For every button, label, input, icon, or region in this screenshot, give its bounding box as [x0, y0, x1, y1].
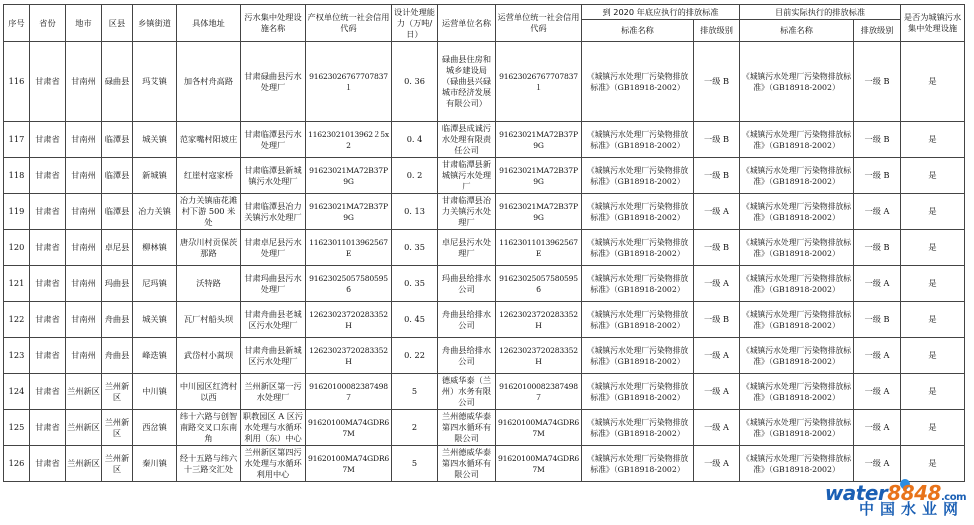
header-town: 乡镇街道 [133, 5, 177, 42]
header-owner-code: 产权单位统一社会信用代码 [306, 5, 392, 42]
cell-facility-name: 职教园区 A 区污水处理与水循环利用（东）中心 [241, 410, 306, 446]
cell-seq: 117 [4, 122, 30, 158]
cell-facility-name: 兰州新区第一污水处理厂 [241, 374, 306, 410]
cell-2020-standard-name: 《城镇污水处理厂污染物排放标准》（GB18918-2002） [582, 42, 694, 122]
header-current-standard-group: 目前实际执行的排放标准 [740, 5, 901, 20]
cell-address: 瓦厂村船头坝 [177, 302, 241, 338]
cell-facility-name: 甘肃玛曲县污水处理厂 [241, 266, 306, 302]
cell-current-level: 一级 B [854, 42, 901, 122]
cell-operator-name: 兰州德威华泰第四水循环有限公司 [438, 410, 496, 446]
cell-is-urban-facility: 是 [901, 374, 965, 410]
cell-current-standard-name: 《城镇污水处理厂污染物排放标准》（GB18918-2002） [740, 42, 854, 122]
cell-address: 武岱村小蒿坝 [177, 338, 241, 374]
cell-current-standard-name: 《城镇污水处理厂污染物排放标准》（GB18918-2002） [740, 194, 854, 230]
watermark-suffix: .com [940, 492, 966, 503]
cell-operator-name: 卓尼县污水处理厂 [438, 230, 496, 266]
cell-owner-credit-code: 11623011013962567E [306, 230, 392, 266]
cell-2020-standard-name: 《城镇污水处理厂污染物排放标准》（GB18918-2002） [582, 122, 694, 158]
cell-2020-standard-name: 《城镇污水处理厂污染物排放标准》（GB18918-2002） [582, 230, 694, 266]
cell-facility-name: 甘肃舟曲县老城区污水处理厂 [241, 302, 306, 338]
cell-county: 舟曲县 [102, 302, 133, 338]
cell-capacity: 0. 36 [392, 42, 438, 122]
cell-province: 甘肃省 [30, 266, 66, 302]
header-current-standard-name: 标准名称 [740, 20, 854, 42]
cell-province: 甘肃省 [30, 374, 66, 410]
cell-operator-credit-code: 91623026767707837１ [496, 42, 582, 122]
cell-operator-credit-code: 91623021MA72B37P9G [496, 194, 582, 230]
cell-operator-name: 舟曲县给排水公司 [438, 302, 496, 338]
watermark-number: 8848 [887, 481, 941, 505]
cell-2020-level: 一级 A [694, 410, 740, 446]
cell-capacity: 0. 45 [392, 302, 438, 338]
watermark-word: water [824, 481, 888, 505]
cell-city: 甘南州 [66, 338, 102, 374]
cell-city: 兰州新区 [66, 374, 102, 410]
cell-facility-name: 甘肃卓尼县污水处理厂 [241, 230, 306, 266]
table-row [4, 374, 965, 410]
wastewater-facility-table [3, 4, 965, 482]
cell-2020-standard-name: 《城镇污水处理厂污染物排放标准》（GB18918-2002） [582, 374, 694, 410]
header-2020-standard-name: 标准名称 [582, 20, 694, 42]
water8848-watermark-logo [824, 481, 966, 519]
discharge-standards-table-sheet [3, 4, 965, 482]
cell-current-standard-name: 《城镇污水处理厂污染物排放标准》（GB18918-2002） [740, 266, 854, 302]
cell-town: 城关镇 [133, 122, 177, 158]
header-city: 地市 [66, 5, 102, 42]
cell-is-urban-facility: 是 [901, 410, 965, 446]
cell-city: 甘南州 [66, 158, 102, 194]
cell-town: 新城镇 [133, 158, 177, 194]
table-body [4, 42, 965, 482]
cell-owner-credit-code: 91620100MA74GDR67M [306, 446, 392, 482]
cell-current-level: 一级 A [854, 194, 901, 230]
cell-city: 兰州新区 [66, 446, 102, 482]
header-capacity: 设计处理能力（万吨/日） [392, 5, 438, 42]
cell-town: 峰迭镇 [133, 338, 177, 374]
cell-seq: 119 [4, 194, 30, 230]
table-row [4, 122, 965, 158]
cell-operator-credit-code: 91620100082387498７ [496, 374, 582, 410]
cell-current-level: 一级 A [854, 374, 901, 410]
cell-capacity: 0. 35 [392, 230, 438, 266]
cell-county: 兰州新区 [102, 374, 133, 410]
header-operator: 运营单位名称 [438, 5, 496, 42]
cell-province: 甘肃省 [30, 410, 66, 446]
cell-province: 甘肃省 [30, 158, 66, 194]
cell-current-level: 一级 B [854, 230, 901, 266]
cell-current-standard-name: 《城镇污水处理厂污染物排放标准》（GB18918-2002） [740, 302, 854, 338]
cell-address: 中川园区红湾村以西 [177, 374, 241, 410]
cell-is-urban-facility: 是 [901, 302, 965, 338]
cell-2020-level: 一级 B [694, 302, 740, 338]
cell-seq: 120 [4, 230, 30, 266]
cell-facility-name: 甘肃临潭县冶力关镇污水处理厂 [241, 194, 306, 230]
cell-capacity: 0. 13 [392, 194, 438, 230]
cell-current-standard-name: 《城镇污水处理厂污染物排放标准》（GB18918-2002） [740, 374, 854, 410]
cell-owner-credit-code: 91623026767707837１ [306, 42, 392, 122]
cell-operator-credit-code: 91623021MA72B37P9G [496, 158, 582, 194]
cell-owner-credit-code: 91623021MA72B37P9G [306, 158, 392, 194]
cell-city: 兰州新区 [66, 410, 102, 446]
cell-facility-name: 甘肃临潭县污水处理厂 [241, 122, 306, 158]
cell-county: 兰州新区 [102, 410, 133, 446]
cell-address: 沃特路 [177, 266, 241, 302]
cell-operator-name: 舟曲县给排水公司 [438, 338, 496, 374]
header-seq: 序号 [4, 5, 30, 42]
cell-county: 临潭县 [102, 194, 133, 230]
cell-owner-credit-code: 91623025057580595б [306, 266, 392, 302]
watermark-chinese-name: 中国水业网 [858, 500, 964, 518]
cell-2020-level: 一级 B [694, 230, 740, 266]
cell-province: 甘肃省 [30, 122, 66, 158]
cell-address: 纬十六路与创智南路交叉口东南角 [177, 410, 241, 446]
cell-operator-name: 甘肃临潭县新城镇污水处理厂 [438, 158, 496, 194]
cell-county: 玛曲县 [102, 266, 133, 302]
cell-is-urban-facility: 是 [901, 194, 965, 230]
cell-operator-credit-code: 91620100MA74GDR67M [496, 410, 582, 446]
table-row [4, 446, 965, 482]
cell-facility-name: 甘肃临潭县新城镇污水处理厂 [241, 158, 306, 194]
cell-current-level: 一级 B [854, 122, 901, 158]
cell-current-standard-name: 《城镇污水处理厂污染物排放标准》（GB18918-2002） [740, 446, 854, 482]
cell-2020-level: 一级 A [694, 374, 740, 410]
table-row [4, 158, 965, 194]
cell-current-level: 一级 A [854, 338, 901, 374]
cell-capacity: 2 [392, 410, 438, 446]
cell-address: 冶力关镇庙花滩村下游 500 米处 [177, 194, 241, 230]
cell-seq: 118 [4, 158, 30, 194]
cell-seq: 124 [4, 374, 30, 410]
header-county: 区县 [102, 5, 133, 42]
cell-town: 玛艾镇 [133, 42, 177, 122]
cell-operator-name: 兰州德威华泰第四水循环有限公司 [438, 446, 496, 482]
cell-capacity: 5 [392, 446, 438, 482]
cell-seq: 116 [4, 42, 30, 122]
cell-current-level: 一级 A [854, 266, 901, 302]
cell-operator-credit-code: 91623025057580595б [496, 266, 582, 302]
cell-address: 唐尕川村贡保茨那路 [177, 230, 241, 266]
header-facility: 污水集中处理设施名称 [241, 5, 306, 42]
cell-town: 秦川镇 [133, 446, 177, 482]
table-row [4, 266, 965, 302]
cell-capacity: 0. 2 [392, 158, 438, 194]
cell-capacity: 0. 4 [392, 122, 438, 158]
cell-seq: 123 [4, 338, 30, 374]
header-province: 省份 [30, 5, 66, 42]
cell-town: 柳林镇 [133, 230, 177, 266]
cell-town: 城关镇 [133, 302, 177, 338]
cell-2020-standard-name: 《城镇污水处理厂污染物排放标准》（GB18918-2002） [582, 410, 694, 446]
cell-current-level: 一级 B [854, 302, 901, 338]
cell-operator-credit-code: 91623021MA72B37P9G [496, 122, 582, 158]
cell-operator-credit-code: 11623011013962567E [496, 230, 582, 266]
header-address: 具体地址 [177, 5, 241, 42]
cell-facility-name: 甘肃碌曲县污水处理厂 [241, 42, 306, 122]
cell-county: 舟曲县 [102, 338, 133, 374]
cell-is-urban-facility: 是 [901, 266, 965, 302]
cell-current-standard-name: 《城镇污水处理厂污染物排放标准》（GB18918-2002） [740, 230, 854, 266]
cell-2020-level: 一级 A [694, 338, 740, 374]
cell-operator-name: 德威华泰（兰州）水务有限公司 [438, 374, 496, 410]
table-row [4, 338, 965, 374]
cell-city: 甘南州 [66, 302, 102, 338]
cell-town: 冶力关镇 [133, 194, 177, 230]
header-2020-standard-group: 到 2020 年底应执行的排放标准 [582, 5, 740, 20]
cell-county: 卓尼县 [102, 230, 133, 266]
cell-2020-level: 一级 B [694, 122, 740, 158]
cell-is-urban-facility: 是 [901, 230, 965, 266]
cell-county: 临潭县 [102, 122, 133, 158]
cell-operator-credit-code: 12623023720283352H [496, 302, 582, 338]
cell-2020-level: 一级 A [694, 446, 740, 482]
cell-2020-standard-name: 《城镇污水处理厂污染物排放标准》（GB18918-2002） [582, 158, 694, 194]
cell-seq: 122 [4, 302, 30, 338]
cell-operator-name: 甘肃临潭县冶力关镇污水处理厂 [438, 194, 496, 230]
cell-facility-name: 兰州新区第四污水处理与水循环利用中心 [241, 446, 306, 482]
cell-owner-credit-code: 91623021MA72B37P9G [306, 194, 392, 230]
cell-address: 经十五路与纬六十三路交汇处 [177, 446, 241, 482]
cell-province: 甘肃省 [30, 302, 66, 338]
cell-town: 西岔镇 [133, 410, 177, 446]
cell-is-urban-facility: 是 [901, 338, 965, 374]
cell-operator-credit-code: 91620100MA74GDR67M [496, 446, 582, 482]
cell-is-urban-facility: 是 [901, 122, 965, 158]
cell-province: 甘肃省 [30, 194, 66, 230]
cell-capacity: 0. 35 [392, 266, 438, 302]
cell-owner-credit-code: 91620100082387498７ [306, 374, 392, 410]
cell-facility-name: 甘肃舟曲县新城区污水处理厂 [241, 338, 306, 374]
cell-2020-standard-name: 《城镇污水处理厂污染物排放标准》（GB18918-2002） [582, 302, 694, 338]
cell-is-urban-facility: 是 [901, 158, 965, 194]
cell-province: 甘肃省 [30, 230, 66, 266]
cell-2020-level: 一级 B [694, 158, 740, 194]
cell-capacity: 0. 22 [392, 338, 438, 374]
header-is-urban-facility: 是否为城镇污水集中处理设施 [901, 5, 965, 42]
cell-county: 临潭县 [102, 158, 133, 194]
cell-current-standard-name: 《城镇污水处理厂污染物排放标准》（GB18918-2002） [740, 410, 854, 446]
cell-current-standard-name: 《城镇污水处理厂污染物排放标准》（GB18918-2002） [740, 338, 854, 374]
cell-province: 甘肃省 [30, 42, 66, 122]
cell-seq: 121 [4, 266, 30, 302]
cell-owner-credit-code: 11623021013962２5x2 [306, 122, 392, 158]
cell-town: 尼玛镇 [133, 266, 177, 302]
cell-2020-standard-name: 《城镇污水处理厂污染物排放标准》（GB18918-2002） [582, 266, 694, 302]
cell-city: 甘南州 [66, 42, 102, 122]
cell-operator-name: 碌曲县住房和城乡建设局（碌曲县兴碌城市经济发展有限公司） [438, 42, 496, 122]
cell-province: 甘肃省 [30, 338, 66, 374]
table-row [4, 42, 965, 122]
cell-seq: 125 [4, 410, 30, 446]
table-row [4, 230, 965, 266]
table-header [4, 5, 965, 42]
cell-capacity: 5 [392, 374, 438, 410]
cell-2020-standard-name: 《城镇污水处理厂污染物排放标准》（GB18918-2002） [582, 338, 694, 374]
cell-seq: 126 [4, 446, 30, 482]
cell-operator-name: 临潭县成诚污水处理有限责任公司 [438, 122, 496, 158]
cell-2020-level: 一级 B [694, 42, 740, 122]
cell-2020-level: 一级 A [694, 194, 740, 230]
cell-city: 甘南州 [66, 122, 102, 158]
table-row [4, 194, 965, 230]
cell-county: 碌曲县 [102, 42, 133, 122]
table-row [4, 302, 965, 338]
cell-current-level: 一级 A [854, 446, 901, 482]
cell-county: 兰州新区 [102, 446, 133, 482]
cell-2020-level: 一级 A [694, 266, 740, 302]
cell-operator-credit-code: 12623023720283352H [496, 338, 582, 374]
header-operator-code: 运营单位统一社会信用代码 [496, 5, 582, 42]
header-current-level: 排放级别 [854, 20, 901, 42]
cell-current-level: 一级 B [854, 158, 901, 194]
cell-owner-credit-code: 12623023720283352H [306, 302, 392, 338]
cell-operator-name: 玛曲县给排水公司 [438, 266, 496, 302]
cell-current-standard-name: 《城镇污水处理厂污染物排放标准》（GB18918-2002） [740, 122, 854, 158]
cell-city: 甘南州 [66, 194, 102, 230]
cell-current-standard-name: 《城镇污水处理厂污染物排放标准》（GB18918-2002） [740, 158, 854, 194]
cell-is-urban-facility: 是 [901, 42, 965, 122]
cell-owner-credit-code: 12623023720283352H [306, 338, 392, 374]
cell-2020-standard-name: 《城镇污水处理厂污染物排放标准》（GB18918-2002） [582, 194, 694, 230]
cell-city: 甘南州 [66, 266, 102, 302]
table-row [4, 410, 965, 446]
cell-owner-credit-code: 91620100MA74GDR67M [306, 410, 392, 446]
cell-is-urban-facility: 是 [901, 446, 965, 482]
cell-2020-standard-name: 《城镇污水处理厂污染物排放标准》（GB18918-2002） [582, 446, 694, 482]
cell-province: 甘肃省 [30, 446, 66, 482]
header-2020-level: 排放级别 [694, 20, 740, 42]
cell-address: 加各村舟高路 [177, 42, 241, 122]
cell-town: 中川镇 [133, 374, 177, 410]
cell-current-level: 一级 A [854, 410, 901, 446]
cell-address: 范家嘴村阳坡庄 [177, 122, 241, 158]
cell-city: 甘南州 [66, 230, 102, 266]
cell-address: 红崖村寇家桥 [177, 158, 241, 194]
